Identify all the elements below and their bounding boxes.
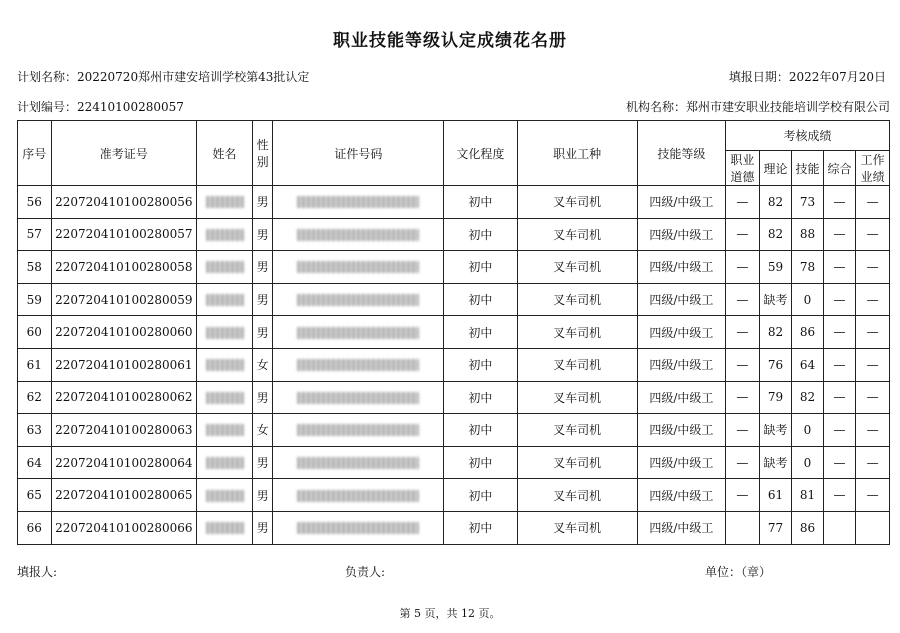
- table-row: [18, 251, 890, 284]
- job-cell: 叉车司机: [517, 186, 637, 219]
- job-cell: 叉车司机: [517, 348, 637, 381]
- edu-cell: 初中: [444, 186, 517, 219]
- header-scores: 考核成绩: [726, 121, 890, 151]
- seq-cell: 64: [18, 446, 52, 479]
- skill-cell: 64: [792, 348, 824, 381]
- page-indicator: 第 5 页，共 12 页。: [399, 607, 501, 620]
- level-cell: 四级/中级工: [637, 316, 726, 349]
- skill-cell: 0: [792, 446, 824, 479]
- redacted-name: [206, 229, 244, 241]
- ethics-cell: [726, 511, 760, 544]
- edu-cell: 初中: [444, 348, 517, 381]
- level-cell: 四级/中级工: [637, 218, 726, 251]
- id-cell-redacted: [273, 186, 444, 219]
- ticket-cell: 220720410100280057: [51, 218, 197, 251]
- id-cell-redacted: [273, 479, 444, 512]
- work-cell: [856, 511, 890, 544]
- overall-cell: —: [823, 381, 856, 414]
- job-cell: 叉车司机: [517, 283, 637, 316]
- seq-cell: 61: [18, 348, 52, 381]
- ethics-cell: —: [726, 283, 760, 316]
- gender-cell: 男: [253, 479, 273, 512]
- theory-cell: 76: [759, 348, 792, 381]
- theory-cell: 82: [759, 186, 792, 219]
- table-row: [18, 511, 890, 544]
- table-row: [18, 414, 890, 447]
- name-cell-redacted: [197, 316, 253, 349]
- ticket-cell: 220720410100280058: [51, 251, 197, 284]
- table-row: [18, 348, 890, 381]
- name-cell-redacted: [197, 511, 253, 544]
- overall-cell: —: [823, 316, 856, 349]
- level-cell: 四级/中级工: [637, 479, 726, 512]
- redacted-id-number: [297, 196, 419, 208]
- filler-label: 填报人:: [17, 565, 58, 579]
- edu-cell: 初中: [444, 218, 517, 251]
- ethics-cell: —: [726, 316, 760, 349]
- header-ticket: 准考证号: [51, 121, 197, 186]
- name-cell-redacted: [197, 348, 253, 381]
- redacted-id-number: [297, 522, 419, 534]
- header-education: 文化程度: [444, 121, 517, 186]
- edu-cell: 初中: [444, 446, 517, 479]
- header-overall: 综合: [823, 151, 856, 186]
- seq-cell: 60: [18, 316, 52, 349]
- work-cell: —: [856, 316, 890, 349]
- theory-cell: 缺考: [759, 283, 792, 316]
- organization-name: 机构名称：郑州市建安职业技能培训学校有限公司: [625, 100, 890, 114]
- overall-cell: [823, 511, 856, 544]
- edu-cell: 初中: [444, 414, 517, 447]
- score-table: [17, 120, 890, 545]
- redacted-id-number: [297, 457, 419, 469]
- seq-cell: 65: [18, 479, 52, 512]
- ticket-cell: 220720410100280063: [51, 414, 197, 447]
- skill-cell: 0: [792, 283, 824, 316]
- level-cell: 四级/中级工: [637, 511, 726, 544]
- redacted-name: [206, 392, 244, 404]
- seq-cell: 66: [18, 511, 52, 544]
- ethics-cell: —: [726, 414, 760, 447]
- work-cell: —: [856, 446, 890, 479]
- job-cell: 叉车司机: [517, 251, 637, 284]
- seq-cell: 56: [18, 186, 52, 219]
- redacted-name: [206, 490, 244, 502]
- skill-cell: 86: [792, 316, 824, 349]
- level-cell: 四级/中级工: [637, 414, 726, 447]
- header-work: 工作业绩: [856, 151, 890, 186]
- gender-cell: 女: [253, 348, 273, 381]
- edu-cell: 初中: [444, 251, 517, 284]
- skill-cell: 78: [792, 251, 824, 284]
- header-name: 姓名: [197, 121, 253, 186]
- name-cell-redacted: [197, 414, 253, 447]
- ticket-cell: 220720410100280056: [51, 186, 197, 219]
- level-cell: 四级/中级工: [637, 381, 726, 414]
- header-theory: 理论: [759, 151, 792, 186]
- skill-cell: 86: [792, 511, 824, 544]
- ticket-cell: 220720410100280065: [51, 479, 197, 512]
- gender-cell: 男: [253, 186, 273, 219]
- edu-cell: 初中: [444, 316, 517, 349]
- gender-cell: 男: [253, 381, 273, 414]
- name-cell-redacted: [197, 479, 253, 512]
- redacted-id-number: [297, 424, 419, 436]
- theory-cell: 缺考: [759, 414, 792, 447]
- id-cell-redacted: [273, 511, 444, 544]
- name-cell-redacted: [197, 381, 253, 414]
- ethics-cell: —: [726, 479, 760, 512]
- seq-cell: 58: [18, 251, 52, 284]
- redacted-name: [206, 196, 244, 208]
- header-gender: 性别: [253, 121, 273, 186]
- redacted-id-number: [297, 327, 419, 339]
- level-cell: 四级/中级工: [637, 251, 726, 284]
- overall-cell: —: [823, 186, 856, 219]
- table-row: [18, 381, 890, 414]
- theory-cell: 82: [759, 218, 792, 251]
- gender-cell: 男: [253, 251, 273, 284]
- id-cell-redacted: [273, 446, 444, 479]
- theory-cell: 59: [759, 251, 792, 284]
- ethics-cell: —: [726, 251, 760, 284]
- work-cell: —: [856, 251, 890, 284]
- id-cell-redacted: [273, 251, 444, 284]
- work-cell: —: [856, 186, 890, 219]
- redacted-id-number: [297, 359, 419, 371]
- table-row: [18, 283, 890, 316]
- edu-cell: 初中: [444, 511, 517, 544]
- work-cell: —: [856, 414, 890, 447]
- level-cell: 四级/中级工: [637, 348, 726, 381]
- redacted-name: [206, 327, 244, 339]
- id-cell-redacted: [273, 414, 444, 447]
- work-cell: —: [856, 218, 890, 251]
- name-cell-redacted: [197, 283, 253, 316]
- header-seq: 序号: [18, 121, 52, 186]
- gender-cell: 男: [253, 218, 273, 251]
- redacted-name: [206, 522, 244, 534]
- work-cell: —: [856, 283, 890, 316]
- name-cell-redacted: [197, 446, 253, 479]
- edu-cell: 初中: [444, 479, 517, 512]
- ticket-cell: 220720410100280064: [51, 446, 197, 479]
- plan-name: 计划名称：20220720郑州市建安培训学校第43批认定: [17, 70, 310, 84]
- redacted-name: [206, 457, 244, 469]
- redacted-id-number: [297, 294, 419, 306]
- gender-cell: 男: [253, 446, 273, 479]
- header-level: 技能等级: [637, 121, 726, 186]
- ethics-cell: —: [726, 218, 760, 251]
- ethics-cell: —: [726, 348, 760, 381]
- header-job: 职业工种: [517, 121, 637, 186]
- theory-cell: 82: [759, 316, 792, 349]
- redacted-id-number: [297, 261, 419, 273]
- redacted-name: [206, 261, 244, 273]
- redacted-id-number: [297, 490, 419, 502]
- unit-seal-label: 单位：（章）: [705, 565, 772, 579]
- report-date: 填报日期：2022年07月20日: [728, 70, 886, 84]
- plan-number: 计划编号：22410100280057: [17, 100, 184, 114]
- theory-cell: 77: [759, 511, 792, 544]
- id-cell-redacted: [273, 218, 444, 251]
- name-cell-redacted: [197, 218, 253, 251]
- id-cell-redacted: [273, 381, 444, 414]
- job-cell: 叉车司机: [517, 381, 637, 414]
- gender-cell: 女: [253, 414, 273, 447]
- theory-cell: 79: [759, 381, 792, 414]
- table-row: [18, 316, 890, 349]
- table-row: [18, 218, 890, 251]
- overall-cell: —: [823, 414, 856, 447]
- id-cell-redacted: [273, 316, 444, 349]
- job-cell: 叉车司机: [517, 218, 637, 251]
- job-cell: 叉车司机: [517, 479, 637, 512]
- redacted-name: [206, 294, 244, 306]
- overall-cell: —: [823, 251, 856, 284]
- theory-cell: 缺考: [759, 446, 792, 479]
- skill-cell: 73: [792, 186, 824, 219]
- table-row: [18, 186, 890, 219]
- work-cell: —: [856, 479, 890, 512]
- responsible-label: 负责人:: [345, 565, 386, 579]
- redacted-name: [206, 424, 244, 436]
- skill-cell: 88: [792, 218, 824, 251]
- overall-cell: —: [823, 446, 856, 479]
- overall-cell: —: [823, 283, 856, 316]
- name-cell-redacted: [197, 251, 253, 284]
- ethics-cell: —: [726, 186, 760, 219]
- ticket-cell: 220720410100280060: [51, 316, 197, 349]
- skill-cell: 0: [792, 414, 824, 447]
- overall-cell: —: [823, 218, 856, 251]
- seq-cell: 62: [18, 381, 52, 414]
- skill-cell: 82: [792, 381, 824, 414]
- seq-cell: 57: [18, 218, 52, 251]
- ethics-cell: —: [726, 446, 760, 479]
- theory-cell: 61: [759, 479, 792, 512]
- level-cell: 四级/中级工: [637, 283, 726, 316]
- gender-cell: 男: [253, 511, 273, 544]
- job-cell: 叉车司机: [517, 316, 637, 349]
- table-row: [18, 446, 890, 479]
- ticket-cell: 220720410100280059: [51, 283, 197, 316]
- page-title: 职业技能等级认定成绩花名册: [333, 31, 567, 51]
- job-cell: 叉车司机: [517, 414, 637, 447]
- ticket-cell: 220720410100280061: [51, 348, 197, 381]
- header-skill: 技能: [792, 151, 824, 186]
- id-cell-redacted: [273, 348, 444, 381]
- redacted-id-number: [297, 392, 419, 404]
- overall-cell: —: [823, 479, 856, 512]
- ticket-cell: 220720410100280062: [51, 381, 197, 414]
- ticket-cell: 220720410100280066: [51, 511, 197, 544]
- header-ethics: 职业道德: [726, 151, 760, 186]
- name-cell-redacted: [197, 186, 253, 219]
- ethics-cell: —: [726, 381, 760, 414]
- level-cell: 四级/中级工: [637, 186, 726, 219]
- job-cell: 叉车司机: [517, 446, 637, 479]
- overall-cell: —: [823, 348, 856, 381]
- work-cell: —: [856, 381, 890, 414]
- level-cell: 四级/中级工: [637, 446, 726, 479]
- table-body: [18, 186, 890, 545]
- header-id: 证件号码: [273, 121, 444, 186]
- job-cell: 叉车司机: [517, 511, 637, 544]
- edu-cell: 初中: [444, 381, 517, 414]
- gender-cell: 男: [253, 316, 273, 349]
- seq-cell: 63: [18, 414, 52, 447]
- skill-cell: 81: [792, 479, 824, 512]
- id-cell-redacted: [273, 283, 444, 316]
- edu-cell: 初中: [444, 283, 517, 316]
- gender-cell: 男: [253, 283, 273, 316]
- redacted-id-number: [297, 229, 419, 241]
- work-cell: —: [856, 348, 890, 381]
- table-row: [18, 479, 890, 512]
- redacted-name: [206, 359, 244, 371]
- seq-cell: 59: [18, 283, 52, 316]
